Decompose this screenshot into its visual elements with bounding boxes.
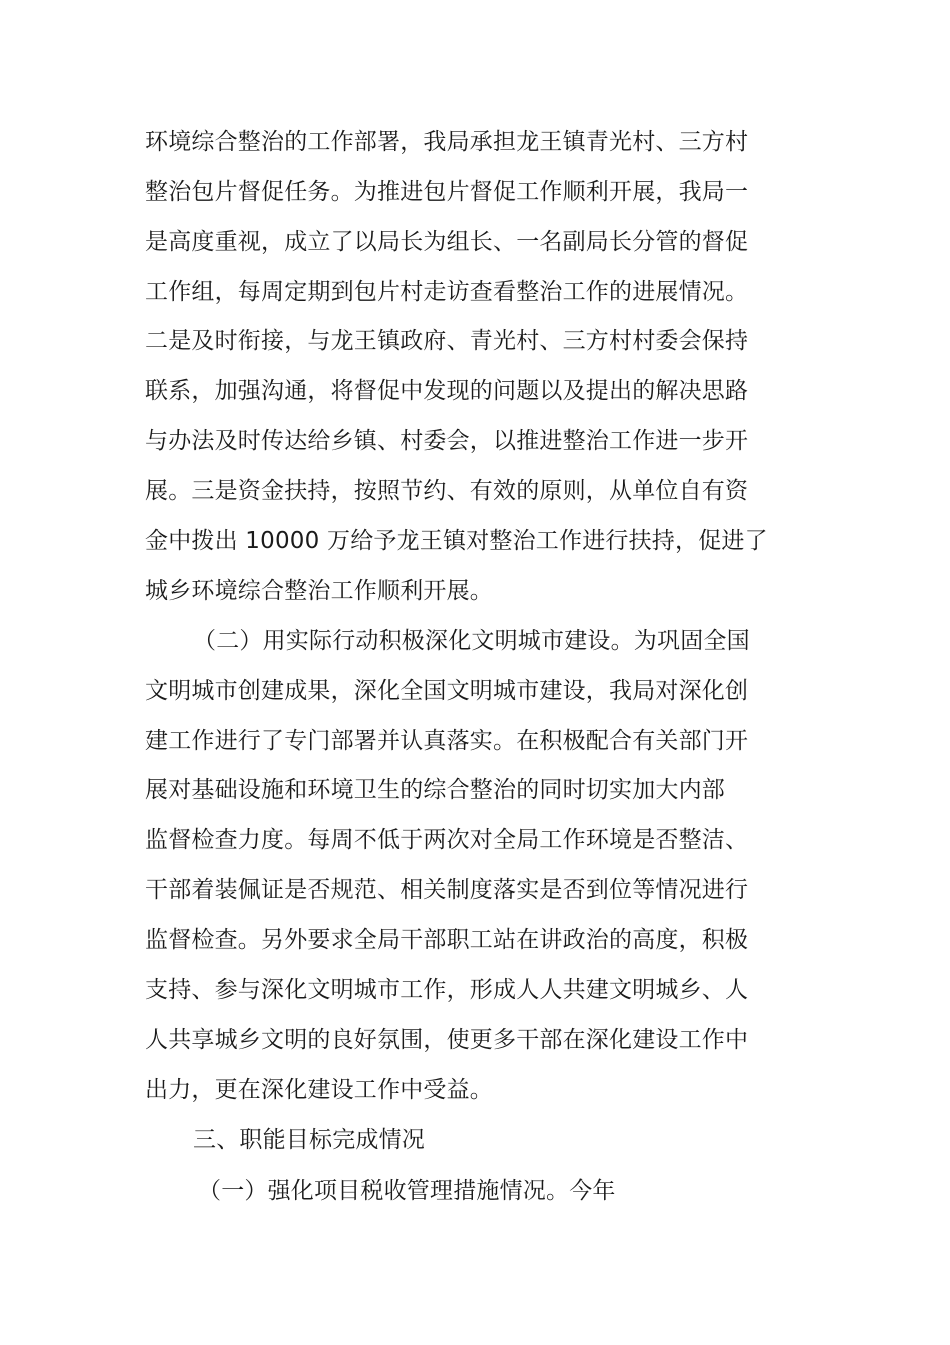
paragraph-heading: （一）强化项目税收管理措施情况。今年 (198, 1178, 616, 1204)
text-line: 二是及时衔接，与龙王镇政府、青光村、三方村村委会保持 (145, 328, 749, 354)
text-line: 人共享城乡文明的良好氛围，使更多干部在深化建设工作中 (145, 1027, 749, 1053)
text-line: 是高度重视，成立了以局长为组长、一名副局长分管的督促 (145, 229, 749, 255)
text-line: 展。三是资金扶持，按照节约、有效的原则，从单位自有资 (145, 478, 749, 504)
section-heading: 三、职能目标完成情况 (193, 1127, 425, 1153)
text-line: 城乡环境综合整治工作顺利开展。 (145, 578, 493, 604)
text-line: 工作组，每周定期到包片村走访查看整治工作的进展情况。 (145, 279, 749, 305)
text-line: 展对基础设施和环境卫生的综合整治的同时切实加大内部 (145, 777, 725, 803)
text-line: 文明城市创建成果，深化全国文明城市建设，我局对深化创 (145, 678, 749, 704)
text-line: 整治包片督促任务。为推进包片督促工作顺利开展，我局一 (145, 179, 749, 205)
text-line: 环境综合整治的工作部署，我局承担龙王镇青光村、三方村 (145, 129, 749, 155)
text-line: 监督检查。另外要求全局干部职工站在讲政治的高度，积极 (145, 927, 749, 953)
paragraph-heading: （二）用实际行动积极深化文明城市建设。为巩固全国 (193, 628, 750, 654)
text-line: 金中拨出 10000 万给予龙王镇对整治工作进行扶持，促进了 (145, 528, 768, 554)
text-line: 出力，更在深化建设工作中受益。 (145, 1077, 493, 1103)
text-line: 监督检查力度。每周不低于两次对全局工作环境是否整洁、 (145, 827, 749, 853)
text-line: 支持、参与深化文明城市工作，形成人人共建文明城乡、人 (145, 977, 749, 1003)
text-line: 联系，加强沟通，将督促中发现的问题以及提出的解决思路 (145, 378, 749, 404)
text-line: 建工作进行了专门部署并认真落实。在积极配合有关部门开 (145, 728, 749, 754)
text-line: 与办法及时传达给乡镇、村委会，以推进整治工作进一步开 (145, 428, 749, 454)
text-line: 干部着装佩证是否规范、相关制度落实是否到位等情况进行 (145, 877, 749, 903)
